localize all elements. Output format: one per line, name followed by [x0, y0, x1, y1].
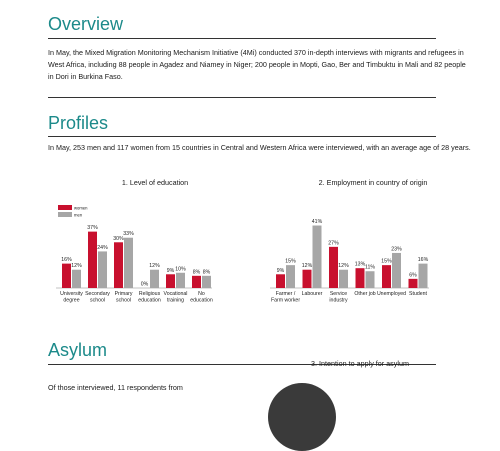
bar-men [339, 270, 348, 288]
category-label: Primary [114, 291, 133, 297]
data-label-men: 12% [338, 263, 349, 270]
category-label: Farm worker [270, 297, 301, 304]
data-label-women: 15% [381, 258, 392, 265]
legend-swatch-women [58, 205, 72, 210]
bar-women [276, 274, 285, 288]
overview-heading: Overview [48, 14, 124, 34]
bar-women [62, 264, 71, 288]
bar-men [98, 251, 107, 288]
chart1-title: 1. Level of education [121, 178, 189, 187]
category-label: Labourer [301, 291, 323, 297]
bar-men [419, 264, 428, 288]
category-label: education [138, 297, 161, 304]
bar-men [202, 276, 211, 288]
chart2-title: 2. Employment in country of origin [318, 178, 428, 187]
data-label-men: 33% [123, 231, 134, 238]
category-label: industry [329, 297, 348, 304]
category-label: Student [409, 291, 427, 297]
data-label-women: 9% [276, 267, 285, 274]
legend-label-men: men [74, 212, 83, 218]
profiles-heading: Profiles [48, 113, 109, 133]
data-label-women: 8% [192, 269, 201, 276]
data-label-women: 27% [328, 240, 339, 247]
profiles-text: In May, 253 men and 117 women from 15 countries in Central and Western Africa were interviewed, with an average age of 28 years. [48, 143, 471, 152]
legend-swatch-men [58, 212, 72, 217]
data-label-men: 8% [202, 269, 211, 276]
bar-women [88, 232, 97, 288]
category-label: No [198, 291, 205, 297]
bar-women [192, 276, 201, 288]
legend-label-women: women [74, 205, 88, 211]
data-label-men: 12% [71, 263, 82, 270]
data-label-women: 0% [140, 281, 149, 288]
asylum-heading: Asylum [48, 340, 108, 360]
bar-men [392, 253, 401, 288]
asylum-pie-chart [268, 383, 336, 451]
bar-women [303, 270, 312, 288]
data-label-men: 23% [391, 246, 402, 253]
bar-men [72, 270, 81, 288]
bar-women [409, 279, 418, 288]
data-label-women: 6% [409, 272, 417, 279]
category-label: Other job [354, 291, 376, 297]
category-label: Unemployed [376, 291, 407, 297]
category-label: University [60, 291, 83, 297]
data-label-women: 37% [87, 225, 98, 232]
data-label-men: 10% [175, 266, 186, 273]
category-label: training [166, 297, 185, 304]
bar-women [166, 274, 175, 288]
category-label: Secondary [85, 291, 110, 297]
chart3-title: 3. Intention to apply for asylum [311, 359, 409, 368]
data-label-women: 12% [301, 263, 313, 270]
bar-men [176, 273, 185, 288]
bar-men [150, 270, 159, 288]
category-label: education [190, 297, 213, 304]
category-label: Farmer / [275, 291, 296, 297]
data-label-men: 15% [285, 258, 296, 265]
data-label-women: 13% [354, 261, 366, 268]
bar-women [382, 265, 391, 288]
bar-men [124, 238, 133, 288]
bar-men [313, 226, 322, 288]
category-label: Vocational [163, 291, 188, 297]
data-label-men: 11% [365, 264, 375, 271]
asylum-text: Of those interviewed, 11 respondents from [48, 383, 183, 392]
data-label-men: 41% [311, 219, 323, 226]
data-label-women: 30% [113, 235, 124, 242]
data-label-men: 16% [417, 257, 429, 264]
data-label-women: 16% [61, 257, 72, 264]
bar-women [114, 242, 123, 288]
bar-men [286, 265, 295, 288]
data-label-men: 12% [149, 263, 160, 270]
bar-women [356, 268, 365, 288]
category-label: school [116, 297, 131, 304]
overview-text: In May, the Mixed Migration Monitoring Mechanism Initiative (4Mi) conducted 370 in-depth interviews with migrants and refugees in West Africa, including 88 people in Agadez and Niamey in Niger; 200 people in Mopti, Gao, Ber and Timbuktu in Mali and 82 people in Dori in Burkina Faso. [48, 48, 466, 81]
category-label: Service [329, 291, 348, 297]
category-label: Religious [138, 291, 161, 297]
data-label-women: 9% [166, 267, 175, 274]
category-label: school [90, 297, 105, 304]
bar-men [366, 271, 375, 288]
bar-women [329, 247, 338, 288]
category-label: degree [63, 297, 80, 304]
data-label-men: 24% [97, 244, 108, 251]
